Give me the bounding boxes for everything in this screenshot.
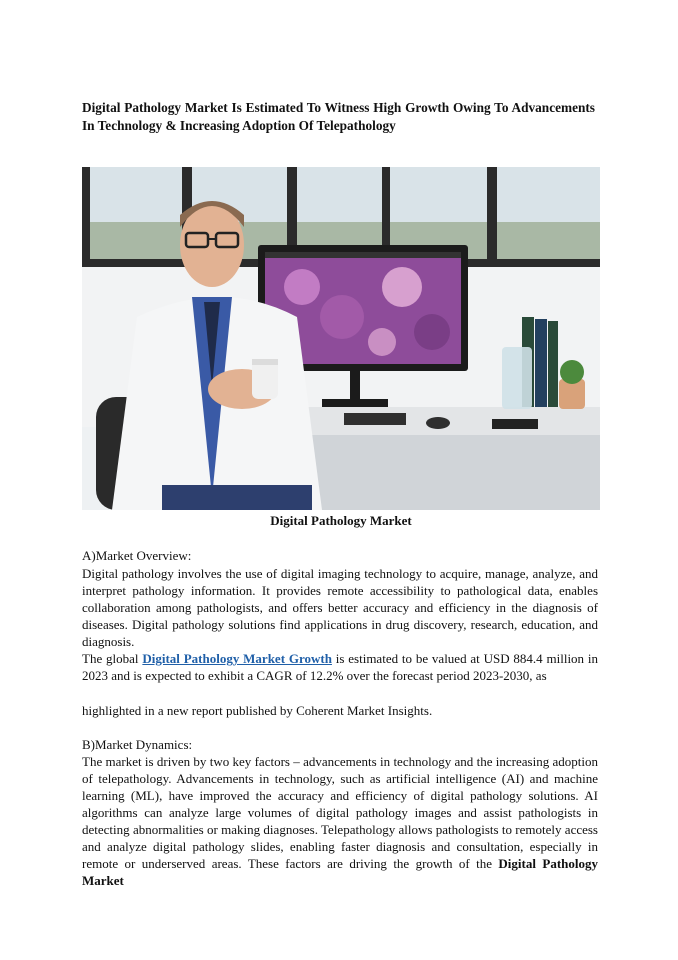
- overview-paragraph: Digital pathology involves the use of digital imaging technology to acquire, manage, analyze, and interpret pathology information. It provides remote accessibility to pathological data, enables collaboration among pathologists, and offers better accuracy and efficiency in the diagnosis of diseases. Digital pathology solutions find applications in drug discovery, research, education, and diagnosis.: [82, 566, 598, 649]
- image-caption: Digital Pathology Market: [270, 513, 412, 528]
- market-growth-link[interactable]: Digital Pathology Market Growth: [142, 651, 332, 666]
- article-title: Digital Pathology Market Is Estimated To Witness High Growth Owing To Advancements In Technology & Increasing Adoption Of Telepathology: [82, 100, 595, 133]
- section-heading-dynamics: B)Market Dynamics:: [82, 737, 193, 752]
- growth-suffix: is estimated to be valued at USD 884.4 million in 2023 and is expected to exhibit a CAGR of 12.2% over the forecast period 2023-2030, as: [82, 651, 598, 683]
- source-line: highlighted in a new report published by Coherent Market Insights.: [82, 703, 433, 718]
- hero-photo: [82, 167, 600, 510]
- dynamics-closing-bold: Digital Pathology Market: [82, 856, 599, 888]
- dynamics-text: The market is driven by two key factors – advancements in technology and the increasing adoption of telepathology. Advancements in technology, such as artificial intelligence (AI) and machine learning (ML), have improved the accuracy and efficiency of digital pathology solutions. AI algorithms can analyze large volumes of digital pathology images and assist pathologists in detecting abnormalities or making diagnoses. Telepathology allows pathologists to remotely access and analyze digital pathology slides, enabling faster diagnosis and consultation, especially in remote or underserved areas. These factors are driving the growth of the: [82, 754, 598, 871]
- growth-prefix: The global: [82, 651, 139, 666]
- growth-paragraph: [82, 650, 598, 684]
- dynamics-paragraph: [82, 753, 598, 889]
- section-heading-overview: A)Market Overview:: [82, 548, 192, 563]
